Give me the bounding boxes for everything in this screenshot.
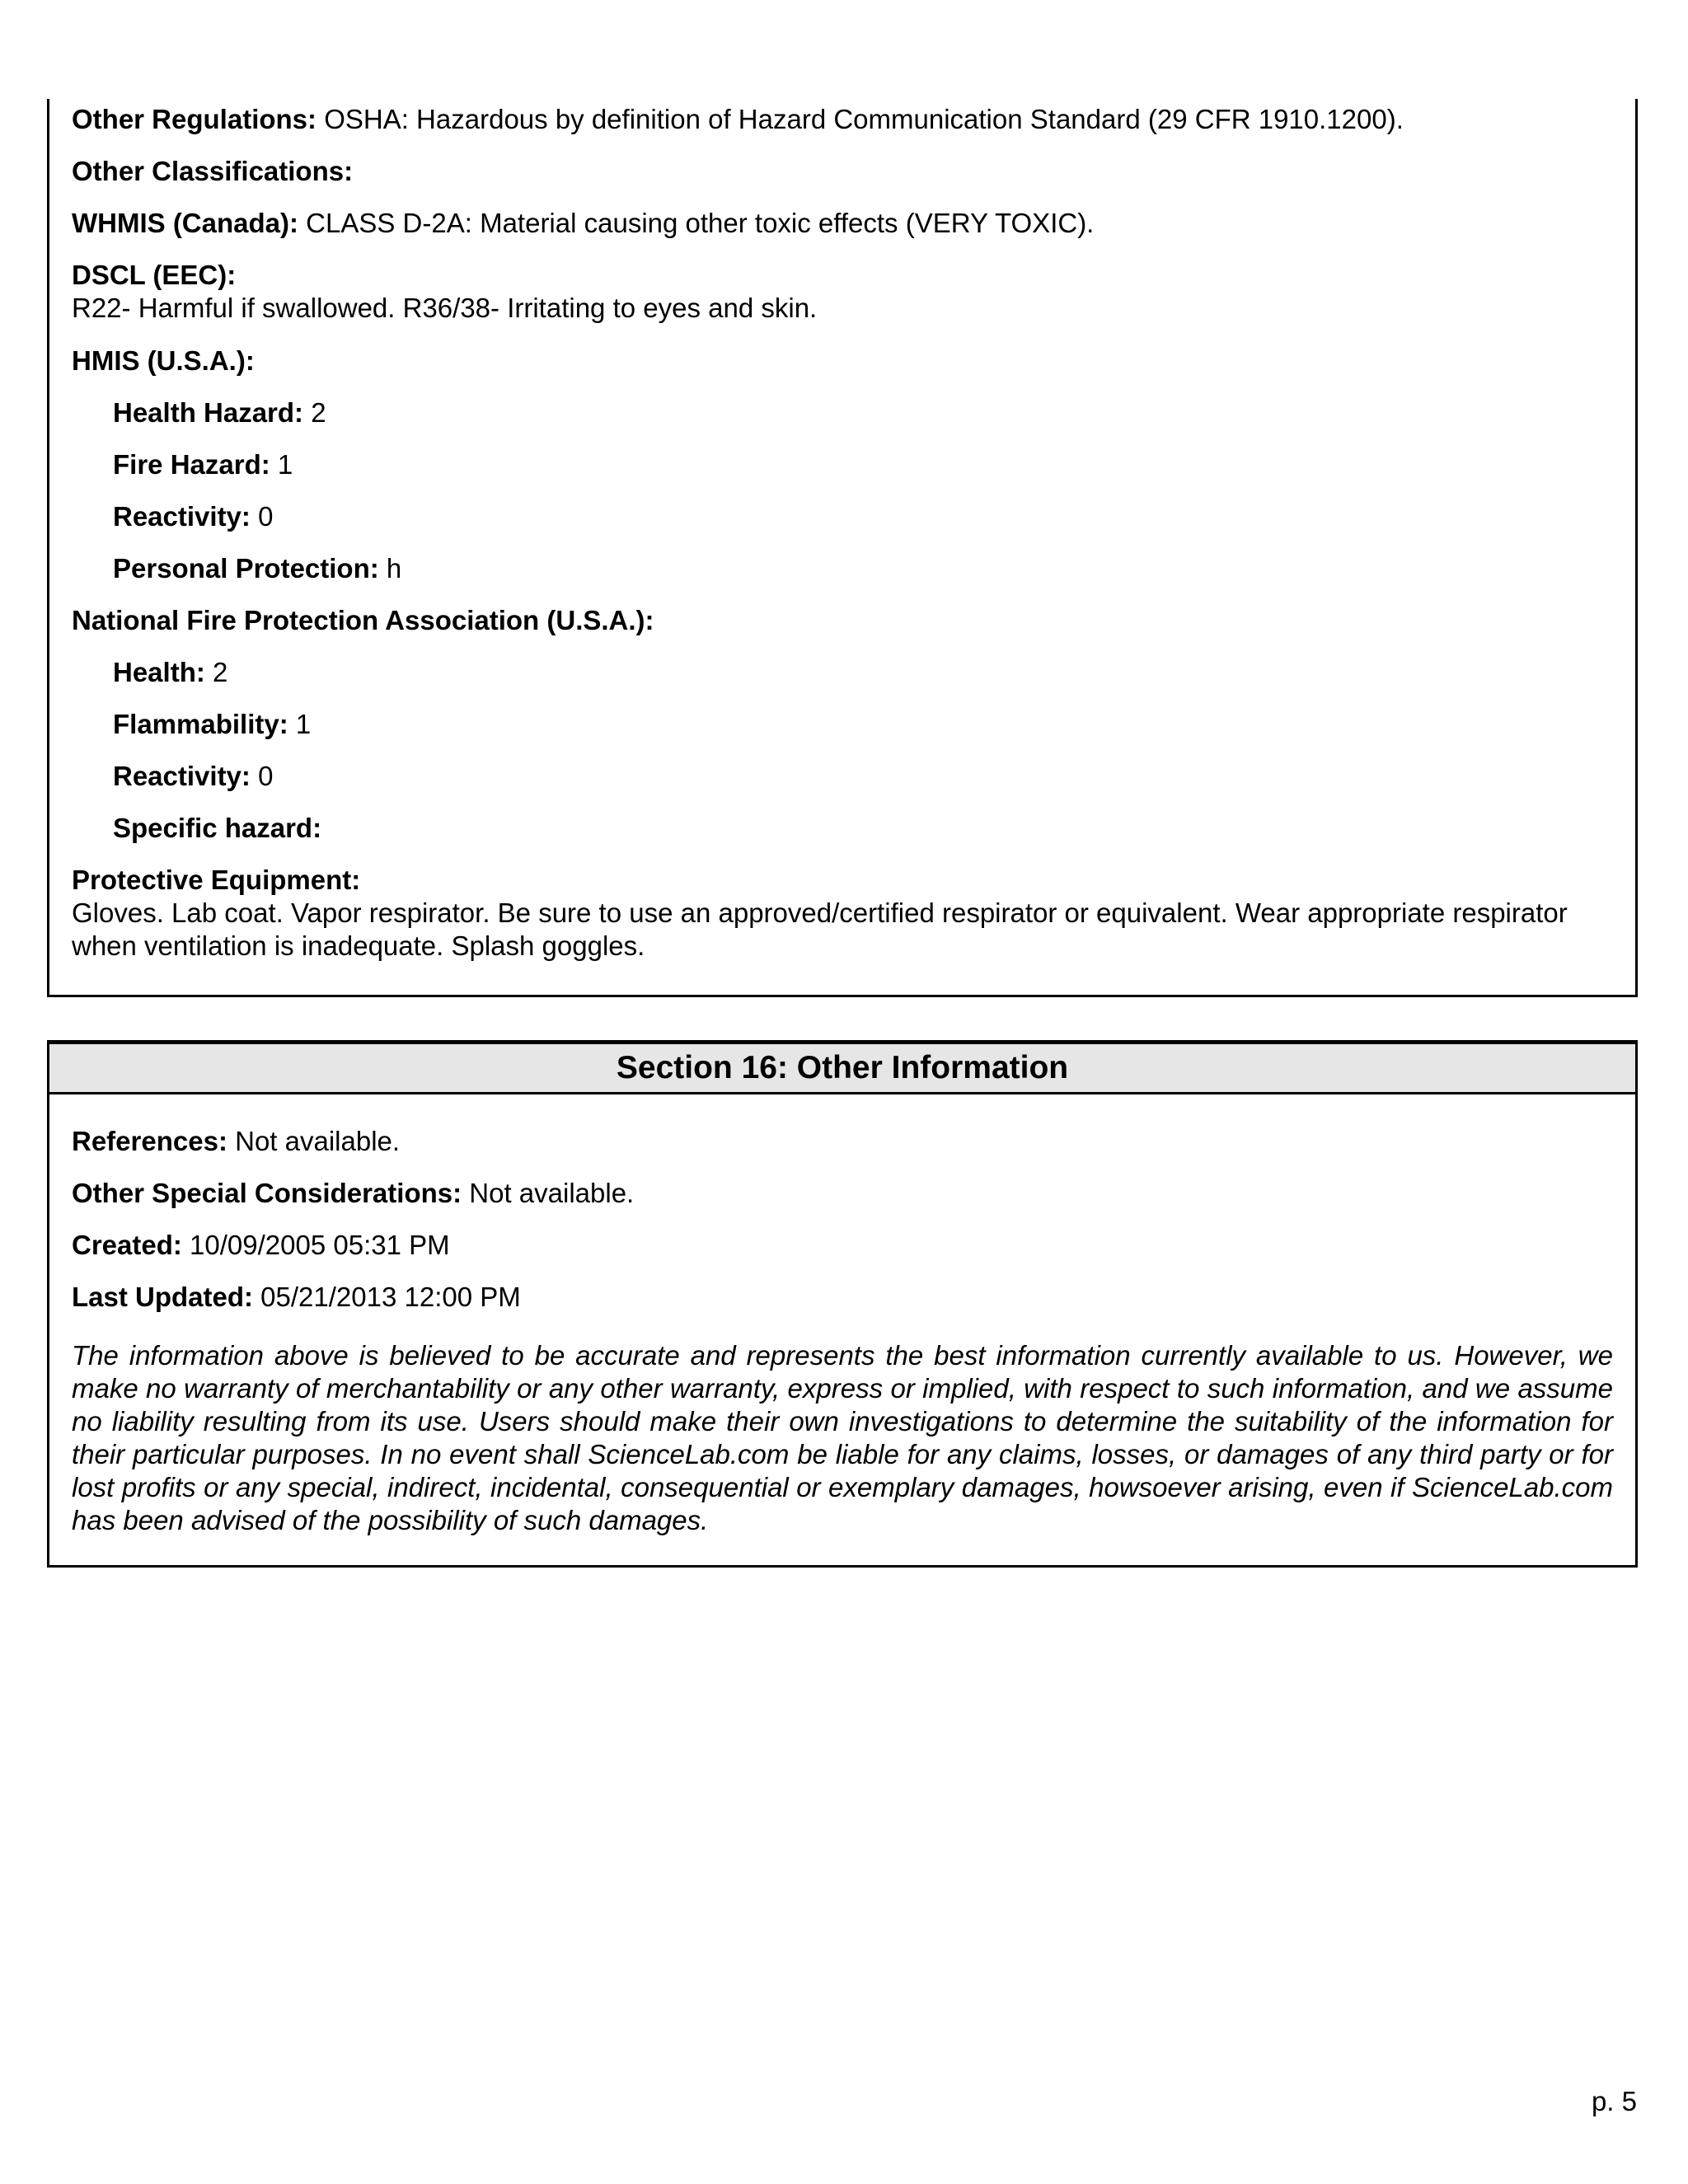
disclaimer: The information above is believed to be accurate and represents the best information currently available to us. However, we make no warranty of merchantability or any other warranty, express or implied, with respect to such information, and we assume no liability resulting from its use. Users should make their own investigations to determine the suitability of the information for their particular purposes. In no event shall ScienceLab.com be liable for any claims, losses, or damages of any third party or for lost profits or any special, indirect, incidental, consequential or exemplary damages, howsoever arising, even if ScienceLab.com has been advised of the possibility of such damages. [72, 1340, 1613, 1535]
nfpa-health [113, 656, 1613, 689]
page-number: p. 5 [1591, 2086, 1637, 2116]
last-updated-label: Last Updated: [72, 1282, 254, 1312]
created-value: 10/09/2005 05:31 PM [181, 1230, 450, 1260]
nfpa-flammability [113, 708, 1613, 741]
hmis-label: HMIS (U.S.A.): [72, 345, 255, 376]
hmis-health-hazard-value: 2 [303, 397, 326, 428]
protective-equipment-value: Gloves. Lab coat. Vapor respirator. Be sure to use an approved/certified respirator or equivalent. Wear appropriate respirator when ventilation is inadequate. Splash goggles. [72, 898, 1568, 961]
created-label: Created: [72, 1230, 182, 1260]
hmis-personal-protection-value: h [378, 553, 402, 583]
hmis-fire-hazard-label: Fire Hazard: [113, 449, 270, 480]
section-16-box [47, 1040, 1638, 1568]
dscl-value: R22- Harmful if swallowed. R36/38- Irritating to eyes and skin. [72, 293, 818, 323]
nfpa-reactivity-label: Reactivity: [113, 761, 251, 791]
whmis [72, 207, 1613, 240]
nfpa-health-value: 2 [204, 657, 228, 687]
nfpa-reactivity [113, 760, 1613, 793]
hmis-personal-protection [113, 552, 1613, 585]
other-special-considerations [72, 1177, 1613, 1210]
nfpa-reactivity-value: 0 [250, 761, 274, 791]
hmis-fire-hazard-value: 1 [270, 449, 293, 480]
protective-equipment-label: Protective Equipment: [72, 865, 361, 895]
section-16-title: Section 16: Other Information [49, 1044, 1635, 1094]
hmis-health-hazard [113, 396, 1613, 429]
hmis-health-hazard-label: Health Hazard: [113, 397, 304, 428]
nfpa-flammability-label: Flammability: [113, 709, 288, 739]
other-classifications-label: Other Classifications: [72, 156, 354, 186]
hmis [72, 344, 1613, 377]
references-value: Not available. [227, 1126, 401, 1156]
nfpa-health-label: Health: [113, 657, 205, 687]
references-label: References: [72, 1126, 227, 1156]
nfpa-flammability-value: 1 [288, 709, 312, 739]
nfpa-specific-hazard [113, 812, 1613, 845]
references [72, 1125, 1613, 1158]
last-updated [72, 1281, 1613, 1314]
section-15-box [47, 99, 1638, 997]
hmis-reactivity-value: 0 [250, 501, 274, 532]
dscl [72, 259, 1613, 325]
created [72, 1229, 1613, 1262]
hmis-reactivity [113, 500, 1613, 533]
whmis-value: CLASS D-2A: Material causing other toxic effects (VERY TOXIC). [298, 208, 1095, 238]
hmis-fire-hazard [113, 448, 1613, 481]
other-regulations [72, 103, 1613, 136]
other-classifications [72, 155, 1613, 188]
last-updated-value: 05/21/2013 12:00 PM [253, 1282, 521, 1312]
dscl-label: DSCL (EEC): [72, 260, 237, 290]
other-special-considerations-value: Not available. [462, 1178, 635, 1208]
nfpa [72, 604, 1613, 637]
hmis-reactivity-label: Reactivity: [113, 501, 251, 532]
whmis-label: WHMIS (Canada): [72, 208, 298, 238]
nfpa-label: National Fire Protection Association (U.S.A.): [72, 605, 654, 635]
hmis-personal-protection-label: Personal Protection: [113, 553, 379, 583]
protective-equipment [72, 864, 1613, 963]
nfpa-specific-hazard-label: Specific hazard: [113, 813, 322, 843]
other-special-considerations-label: Other Special Considerations: [72, 1178, 462, 1208]
other-regulations-value: OSHA: Hazardous by definition of Hazard Communication Standard (29 CFR 1910.1200). [316, 104, 1404, 134]
other-regulations-label: Other Regulations: [72, 104, 317, 134]
